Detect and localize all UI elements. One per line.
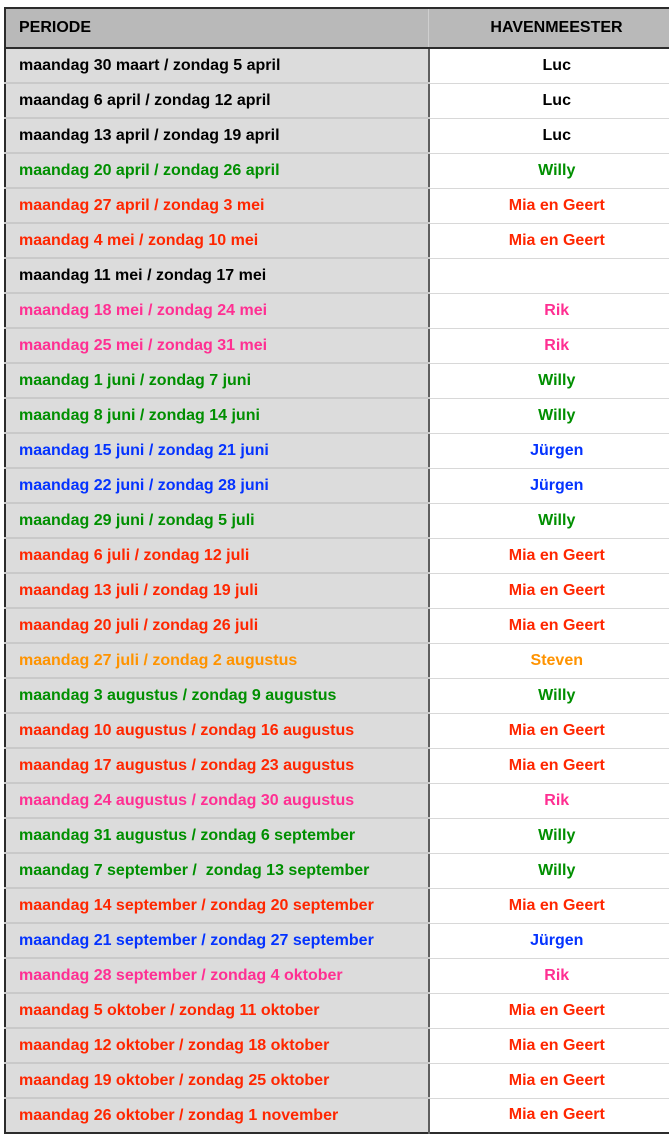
- havenmeester-cell: Mia en Geert: [429, 188, 669, 223]
- table-row: [5, 1063, 669, 1098]
- table-row: [5, 363, 669, 398]
- periode-cell: maandag 5 oktober / zondag 11 oktober: [5, 993, 429, 1028]
- periode-cell: maandag 20 april / zondag 26 april: [5, 153, 429, 188]
- havenmeester-cell: Mia en Geert: [429, 748, 669, 783]
- table-row: [5, 433, 669, 468]
- table-row: [5, 188, 669, 223]
- table-row: [5, 608, 669, 643]
- periode-cell: maandag 1 juni / zondag 7 juni: [5, 363, 429, 398]
- havenmeester-cell: Willy: [429, 153, 669, 188]
- havenmeester-cell: Luc: [429, 118, 669, 153]
- table-row: [5, 538, 669, 573]
- periode-cell: maandag 21 september / zondag 27 september: [5, 923, 429, 958]
- havenmeester-schedule-table: [4, 7, 669, 1134]
- periode-cell: maandag 26 oktober / zondag 1 november: [5, 1098, 429, 1133]
- havenmeester-cell: Mia en Geert: [429, 1028, 669, 1063]
- havenmeester-cell: Mia en Geert: [429, 573, 669, 608]
- periode-cell: maandag 6 april / zondag 12 april: [5, 83, 429, 118]
- havenmeester-cell: Steven: [429, 643, 669, 678]
- table-row: [5, 503, 669, 538]
- periode-cell: maandag 6 juli / zondag 12 juli: [5, 538, 429, 573]
- havenmeester-cell: Mia en Geert: [429, 1063, 669, 1098]
- havenmeester-cell: Willy: [429, 678, 669, 713]
- periode-cell: maandag 31 augustus / zondag 6 september: [5, 818, 429, 853]
- table-row: [5, 818, 669, 853]
- havenmeester-cell: Mia en Geert: [429, 538, 669, 573]
- table-row: [5, 293, 669, 328]
- table-row: [5, 83, 669, 118]
- havenmeester-cell: Rik: [429, 328, 669, 363]
- havenmeester-cell: Mia en Geert: [429, 888, 669, 923]
- table-row: [5, 328, 669, 363]
- table-row: [5, 853, 669, 888]
- periode-cell: maandag 8 juni / zondag 14 juni: [5, 398, 429, 433]
- havenmeester-cell: Mia en Geert: [429, 1098, 669, 1133]
- periode-cell: maandag 12 oktober / zondag 18 oktober: [5, 1028, 429, 1063]
- havenmeester-cell: Rik: [429, 783, 669, 818]
- periode-cell: maandag 22 juni / zondag 28 juni: [5, 468, 429, 503]
- periode-cell: maandag 4 mei / zondag 10 mei: [5, 223, 429, 258]
- table-row: [5, 713, 669, 748]
- table-row: [5, 573, 669, 608]
- havenmeester-cell: Mia en Geert: [429, 713, 669, 748]
- periode-cell: maandag 18 mei / zondag 24 mei: [5, 293, 429, 328]
- table-row: [5, 748, 669, 783]
- column-header-periode: PERIODE: [5, 8, 429, 48]
- periode-cell: maandag 13 april / zondag 19 april: [5, 118, 429, 153]
- periode-cell: maandag 7 september / zondag 13 september: [5, 853, 429, 888]
- havenmeester-cell: Jürgen: [429, 468, 669, 503]
- periode-cell: maandag 15 juni / zondag 21 juni: [5, 433, 429, 468]
- periode-cell: maandag 27 juli / zondag 2 augustus: [5, 643, 429, 678]
- periode-cell: maandag 28 september / zondag 4 oktober: [5, 958, 429, 993]
- havenmeester-cell: Willy: [429, 398, 669, 433]
- column-header-havenmeester: HAVENMEESTER: [429, 8, 669, 48]
- periode-cell: maandag 29 juni / zondag 5 juli: [5, 503, 429, 538]
- table-row: [5, 48, 669, 83]
- periode-cell: maandag 19 oktober / zondag 25 oktober: [5, 1063, 429, 1098]
- periode-cell: maandag 30 maart / zondag 5 april: [5, 48, 429, 83]
- periode-cell: maandag 24 augustus / zondag 30 augustus: [5, 783, 429, 818]
- havenmeester-cell: Luc: [429, 48, 669, 83]
- periode-cell: maandag 14 september / zondag 20 september: [5, 888, 429, 923]
- table-row: [5, 223, 669, 258]
- table-row: [5, 958, 669, 993]
- havenmeester-cell: Willy: [429, 503, 669, 538]
- table-row: [5, 993, 669, 1028]
- havenmeester-cell: Mia en Geert: [429, 608, 669, 643]
- havenmeester-cell: Rik: [429, 958, 669, 993]
- periode-cell: maandag 17 augustus / zondag 23 augustus: [5, 748, 429, 783]
- periode-cell: maandag 25 mei / zondag 31 mei: [5, 328, 429, 363]
- periode-cell: maandag 27 april / zondag 3 mei: [5, 188, 429, 223]
- table-row: [5, 398, 669, 433]
- periode-cell: maandag 10 augustus / zondag 16 augustus: [5, 713, 429, 748]
- periode-cell: maandag 20 juli / zondag 26 juli: [5, 608, 429, 643]
- havenmeester-cell: Jürgen: [429, 923, 669, 958]
- table-row: [5, 643, 669, 678]
- havenmeester-cell: Willy: [429, 363, 669, 398]
- periode-cell: maandag 3 augustus / zondag 9 augustus: [5, 678, 429, 713]
- table-row: [5, 888, 669, 923]
- table-row: [5, 678, 669, 713]
- periode-cell: maandag 13 juli / zondag 19 juli: [5, 573, 429, 608]
- table-body: [5, 48, 669, 1133]
- table-row: [5, 1098, 669, 1133]
- havenmeester-cell: Willy: [429, 853, 669, 888]
- table-row: [5, 1028, 669, 1063]
- havenmeester-cell: Jürgen: [429, 433, 669, 468]
- header-row: [5, 8, 669, 48]
- havenmeester-cell: Luc: [429, 83, 669, 118]
- periode-cell: maandag 11 mei / zondag 17 mei: [5, 258, 429, 293]
- table-row: [5, 923, 669, 958]
- table-row: [5, 118, 669, 153]
- table-row: [5, 468, 669, 503]
- havenmeester-cell: Willy: [429, 818, 669, 853]
- table-row: [5, 258, 669, 293]
- havenmeester-cell: [429, 258, 669, 293]
- havenmeester-cell: Mia en Geert: [429, 223, 669, 258]
- havenmeester-cell: Mia en Geert: [429, 993, 669, 1028]
- table-header: [5, 8, 669, 48]
- havenmeester-cell: Rik: [429, 293, 669, 328]
- table-row: [5, 153, 669, 188]
- table-row: [5, 783, 669, 818]
